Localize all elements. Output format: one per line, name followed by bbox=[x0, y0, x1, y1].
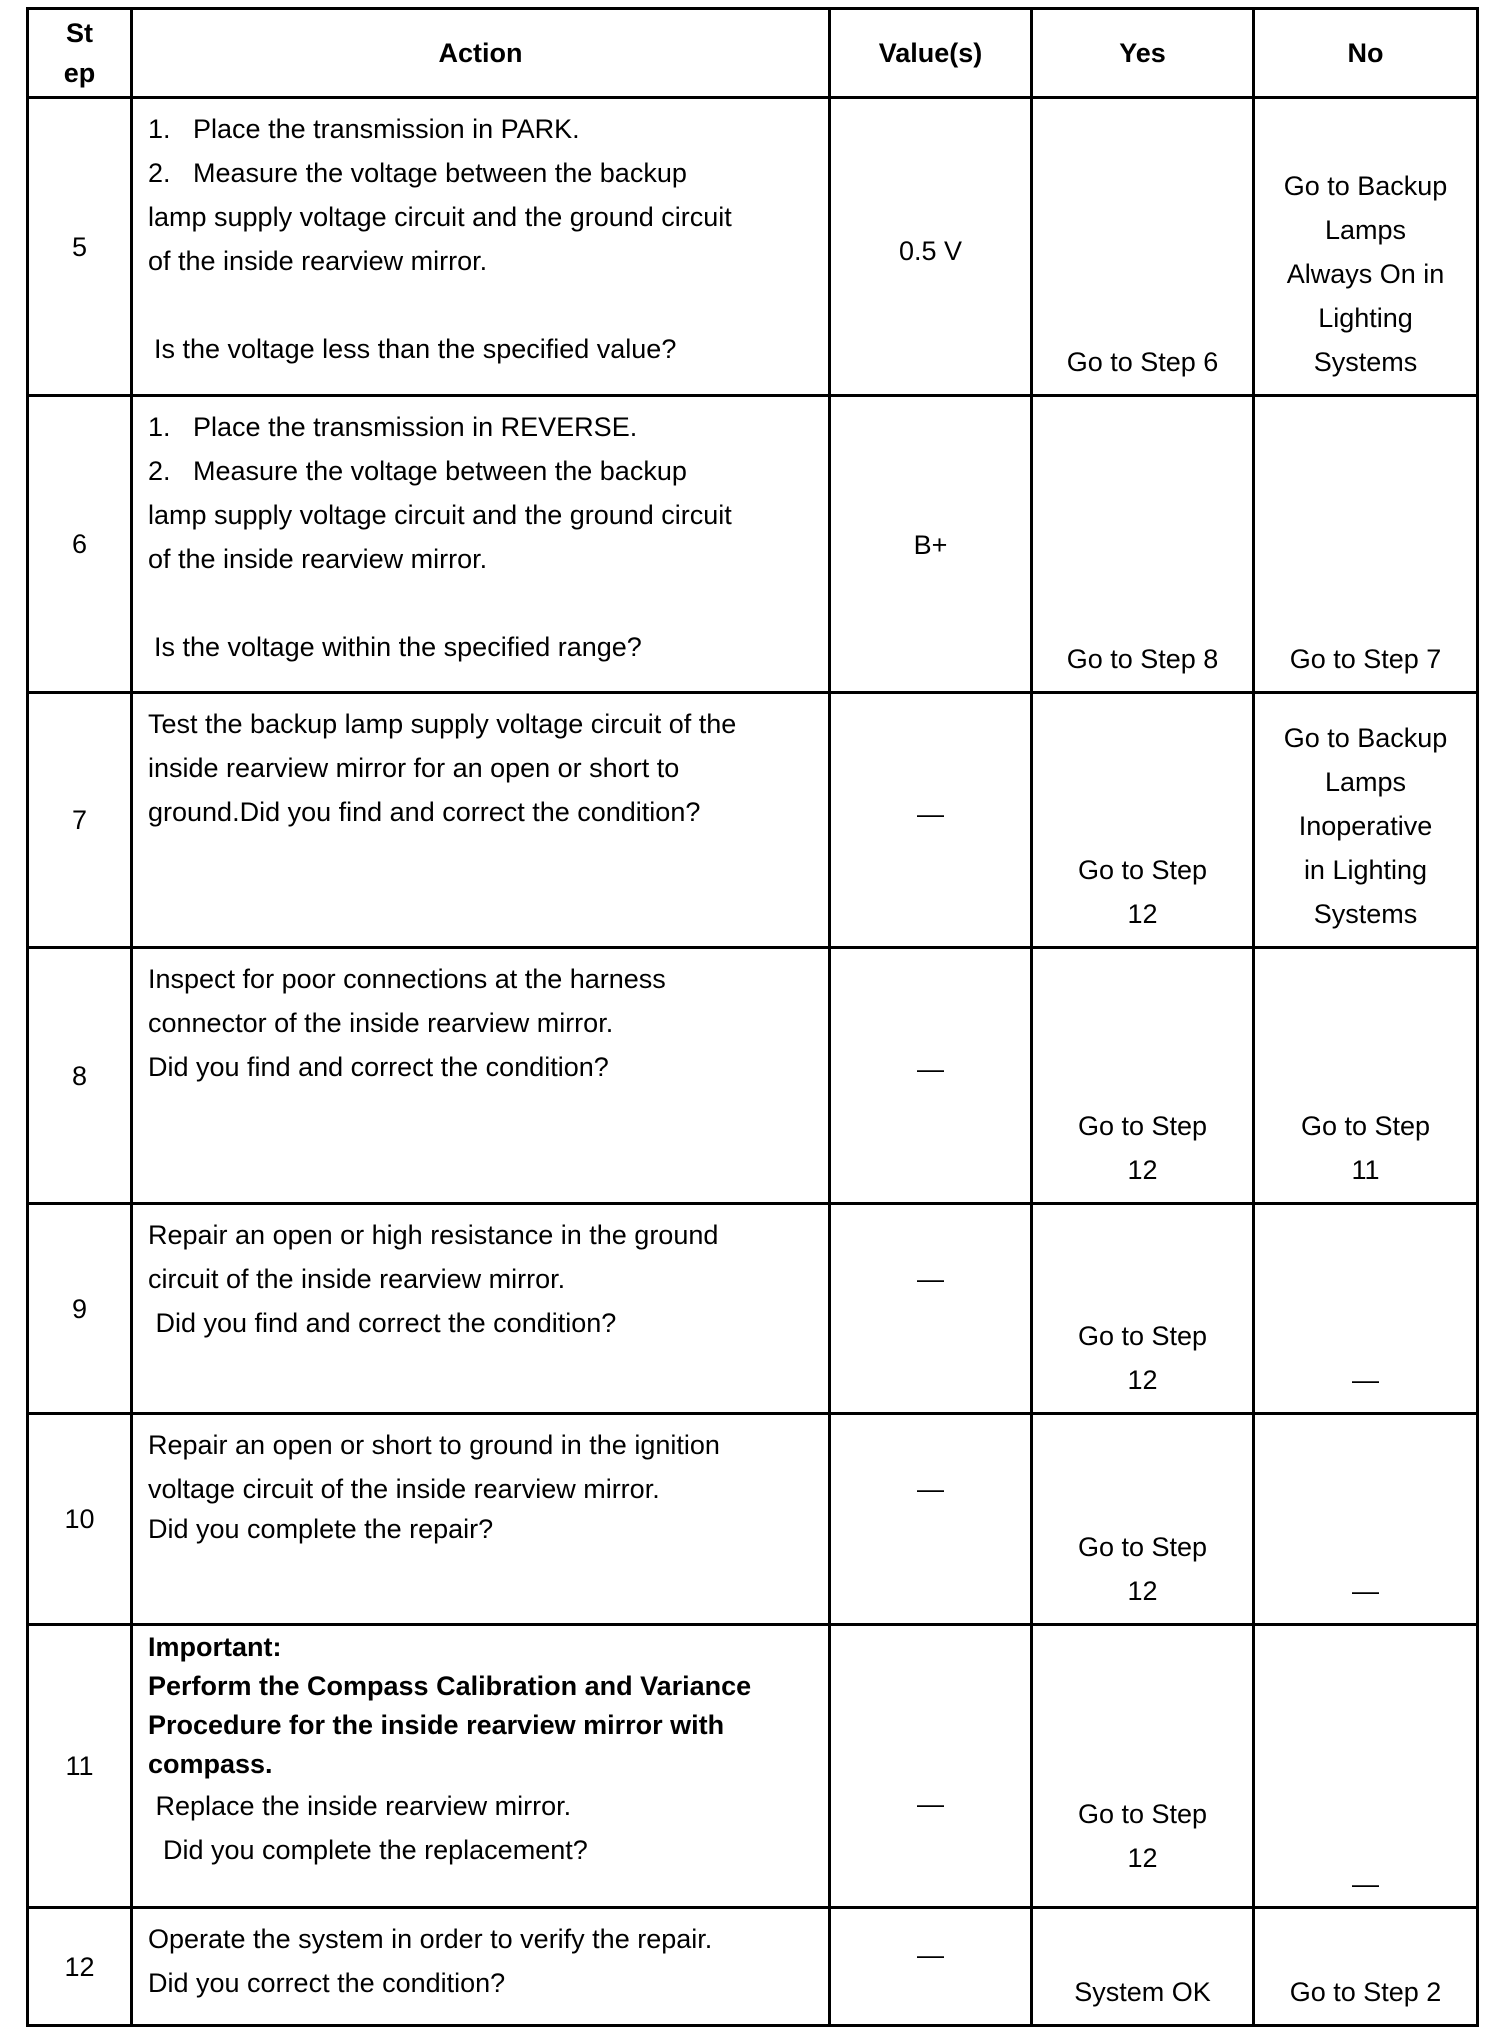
value-text: 0.5 V bbox=[898, 236, 963, 266]
action-cell bbox=[132, 1414, 830, 1625]
yes-line: Go to Step bbox=[1077, 1532, 1208, 1562]
action-cell bbox=[132, 948, 830, 1204]
yes-cell bbox=[1032, 98, 1254, 396]
action-line: Did you correct the condition? bbox=[148, 1968, 506, 1998]
yes-line: Go to Step bbox=[1077, 1321, 1208, 1351]
value-cell bbox=[830, 1204, 1032, 1414]
no-line: Lamps bbox=[1324, 767, 1407, 797]
no-text: Go to Step 7 bbox=[1289, 644, 1442, 674]
diagnostic-table-frame bbox=[26, 7, 1476, 2027]
table-row bbox=[28, 948, 1478, 1204]
yes-text bbox=[1033, 1314, 1252, 1402]
no-cell bbox=[1254, 1625, 1478, 1908]
yes-line: Go to Step bbox=[1077, 1799, 1208, 1829]
step-number: 5 bbox=[28, 98, 132, 396]
no-line: Lamps bbox=[1324, 215, 1407, 245]
action-item: 2. Measure the voltage between the backup bbox=[148, 456, 687, 486]
action-line: inside rearview mirror for an open or short to bbox=[148, 753, 680, 783]
action-line: voltage circuit of the inside rearview mirror. bbox=[148, 1474, 660, 1504]
action-line: lamp supply voltage circuit and the ground circuit bbox=[148, 202, 732, 232]
no-line: 11 bbox=[1351, 1155, 1380, 1185]
step-number: 9 bbox=[28, 1204, 132, 1414]
important-line: Perform the Compass Calibration and Variance bbox=[148, 1671, 752, 1701]
no-text: Go to Step 2 bbox=[1289, 1977, 1442, 2007]
action-item: 2. Measure the voltage between the backup bbox=[148, 158, 687, 188]
value-cell bbox=[830, 948, 1032, 1204]
step-number: 7 bbox=[28, 693, 132, 948]
yes-cell bbox=[1032, 1414, 1254, 1625]
action-line: connector of the inside rearview mirror. bbox=[148, 1008, 614, 1038]
no-cell bbox=[1254, 948, 1478, 1204]
action-line: circuit of the inside rearview mirror. bbox=[148, 1264, 566, 1294]
value-text: — bbox=[917, 1474, 944, 1504]
action-line: Test the backup lamp supply voltage circuit of the bbox=[148, 709, 737, 739]
value-cell bbox=[830, 396, 1032, 693]
yes-line: 12 bbox=[1127, 899, 1158, 929]
no-cell bbox=[1254, 1414, 1478, 1625]
yes-cell bbox=[1032, 1204, 1254, 1414]
yes-line: 12 bbox=[1127, 1155, 1158, 1185]
yes-line: Go to Step bbox=[1077, 1111, 1208, 1141]
yes-text: Go to Step 8 bbox=[1066, 644, 1219, 674]
no-text: — bbox=[1352, 1365, 1379, 1395]
yes-text: System OK bbox=[1074, 1977, 1211, 2007]
action-cell bbox=[132, 693, 830, 948]
step-number: 10 bbox=[28, 1414, 132, 1625]
no-line: Inoperative bbox=[1298, 811, 1433, 841]
no-line: Go to Backup bbox=[1283, 723, 1448, 753]
yes-text bbox=[1033, 848, 1252, 936]
no-line: Lighting bbox=[1318, 303, 1413, 333]
action-line: Did you find and correct the condition? bbox=[148, 1052, 609, 1082]
action-line: Inspect for poor connections at the harness bbox=[148, 964, 666, 994]
yes-line: 12 bbox=[1127, 1843, 1158, 1873]
action-line: Did you find and correct the condition? bbox=[148, 1308, 617, 1338]
no-line: Systems bbox=[1313, 347, 1418, 377]
no-cell bbox=[1254, 693, 1478, 948]
step-header-line-2: ep bbox=[63, 58, 96, 88]
value-text: — bbox=[917, 1940, 944, 1970]
important-line: compass. bbox=[148, 1749, 273, 1779]
action-line: of the inside rearview mirror. bbox=[148, 246, 488, 276]
no-text bbox=[1255, 164, 1476, 384]
no-text bbox=[1255, 1104, 1476, 1192]
no-cell bbox=[1254, 1908, 1478, 2026]
values-header: Value(s) bbox=[830, 9, 1032, 98]
no-cell bbox=[1254, 98, 1478, 396]
no-text: — bbox=[1352, 1869, 1379, 1899]
yes-cell bbox=[1032, 1625, 1254, 1908]
diagnostic-table bbox=[26, 7, 1479, 2027]
action-line: Did you complete the repair? bbox=[148, 1514, 494, 1544]
action-line: lamp supply voltage circuit and the ground circuit bbox=[148, 500, 732, 530]
no-cell bbox=[1254, 1204, 1478, 1414]
table-row bbox=[28, 1625, 1478, 1908]
action-question: Is the voltage less than the specified value? bbox=[154, 334, 677, 364]
yes-text bbox=[1033, 1525, 1252, 1613]
value-text: — bbox=[917, 1054, 944, 1084]
action-line: of the inside rearview mirror. bbox=[148, 544, 488, 574]
action-item: 1. Place the transmission in REVERSE. bbox=[148, 412, 638, 442]
yes-text bbox=[1033, 1104, 1252, 1192]
action-line: Repair an open or short to ground in the ignition bbox=[148, 1430, 720, 1460]
yes-text: Go to Step 6 bbox=[1066, 347, 1219, 377]
header-row bbox=[28, 9, 1478, 98]
step-header bbox=[28, 9, 132, 98]
action-item: 1. Place the transmission in PARK. bbox=[148, 114, 580, 144]
no-line: Go to Backup bbox=[1283, 171, 1448, 201]
step-number: 6 bbox=[28, 396, 132, 693]
value-text: — bbox=[917, 1264, 944, 1294]
yes-text bbox=[1033, 1792, 1252, 1880]
yes-cell bbox=[1032, 948, 1254, 1204]
no-line: Go to Step bbox=[1300, 1111, 1431, 1141]
no-line: Always On in bbox=[1286, 259, 1445, 289]
value-text: — bbox=[917, 1789, 944, 1819]
action-question: Is the voltage within the specified range? bbox=[154, 632, 642, 662]
action-header: Action bbox=[132, 9, 830, 98]
no-header: No bbox=[1254, 9, 1478, 98]
value-text: B+ bbox=[913, 530, 948, 560]
action-cell bbox=[132, 98, 830, 396]
important-line: Procedure for the inside rearview mirror with bbox=[148, 1710, 725, 1740]
action-line: Repair an open or high resistance in the ground bbox=[148, 1220, 719, 1250]
important-label: Important: bbox=[148, 1632, 282, 1662]
yes-line: 12 bbox=[1127, 1576, 1158, 1606]
yes-line: 12 bbox=[1127, 1365, 1158, 1395]
action-line: Did you complete the replacement? bbox=[148, 1835, 588, 1865]
value-cell bbox=[830, 98, 1032, 396]
yes-cell bbox=[1032, 1908, 1254, 2026]
yes-cell bbox=[1032, 396, 1254, 693]
value-cell bbox=[830, 1908, 1032, 2026]
step-number: 11 bbox=[28, 1625, 132, 1908]
table-row bbox=[28, 396, 1478, 693]
yes-line: Go to Step bbox=[1077, 855, 1208, 885]
no-line: in Lighting bbox=[1303, 855, 1428, 885]
table-row bbox=[28, 1908, 1478, 2026]
value-text: — bbox=[917, 799, 944, 829]
value-cell bbox=[830, 1625, 1032, 1908]
action-line: Replace the inside rearview mirror. bbox=[148, 1791, 572, 1821]
action-line: Operate the system in order to verify the repair. bbox=[148, 1924, 713, 1954]
no-cell bbox=[1254, 396, 1478, 693]
no-line: Systems bbox=[1313, 899, 1418, 929]
value-cell bbox=[830, 1414, 1032, 1625]
no-text bbox=[1255, 716, 1476, 936]
table-row bbox=[28, 693, 1478, 948]
action-cell bbox=[132, 1908, 830, 2026]
step-number: 8 bbox=[28, 948, 132, 1204]
step-header-line-1: St bbox=[66, 18, 93, 48]
yes-cell bbox=[1032, 693, 1254, 948]
step-number: 12 bbox=[28, 1908, 132, 2026]
no-text: — bbox=[1352, 1576, 1379, 1606]
action-cell bbox=[132, 396, 830, 693]
action-cell bbox=[132, 1625, 830, 1908]
action-line: ground.Did you find and correct the condition? bbox=[148, 797, 701, 827]
table-row bbox=[28, 98, 1478, 396]
value-cell bbox=[830, 693, 1032, 948]
yes-header: Yes bbox=[1032, 9, 1254, 98]
action-cell bbox=[132, 1204, 830, 1414]
table-row bbox=[28, 1414, 1478, 1625]
table-row bbox=[28, 1204, 1478, 1414]
